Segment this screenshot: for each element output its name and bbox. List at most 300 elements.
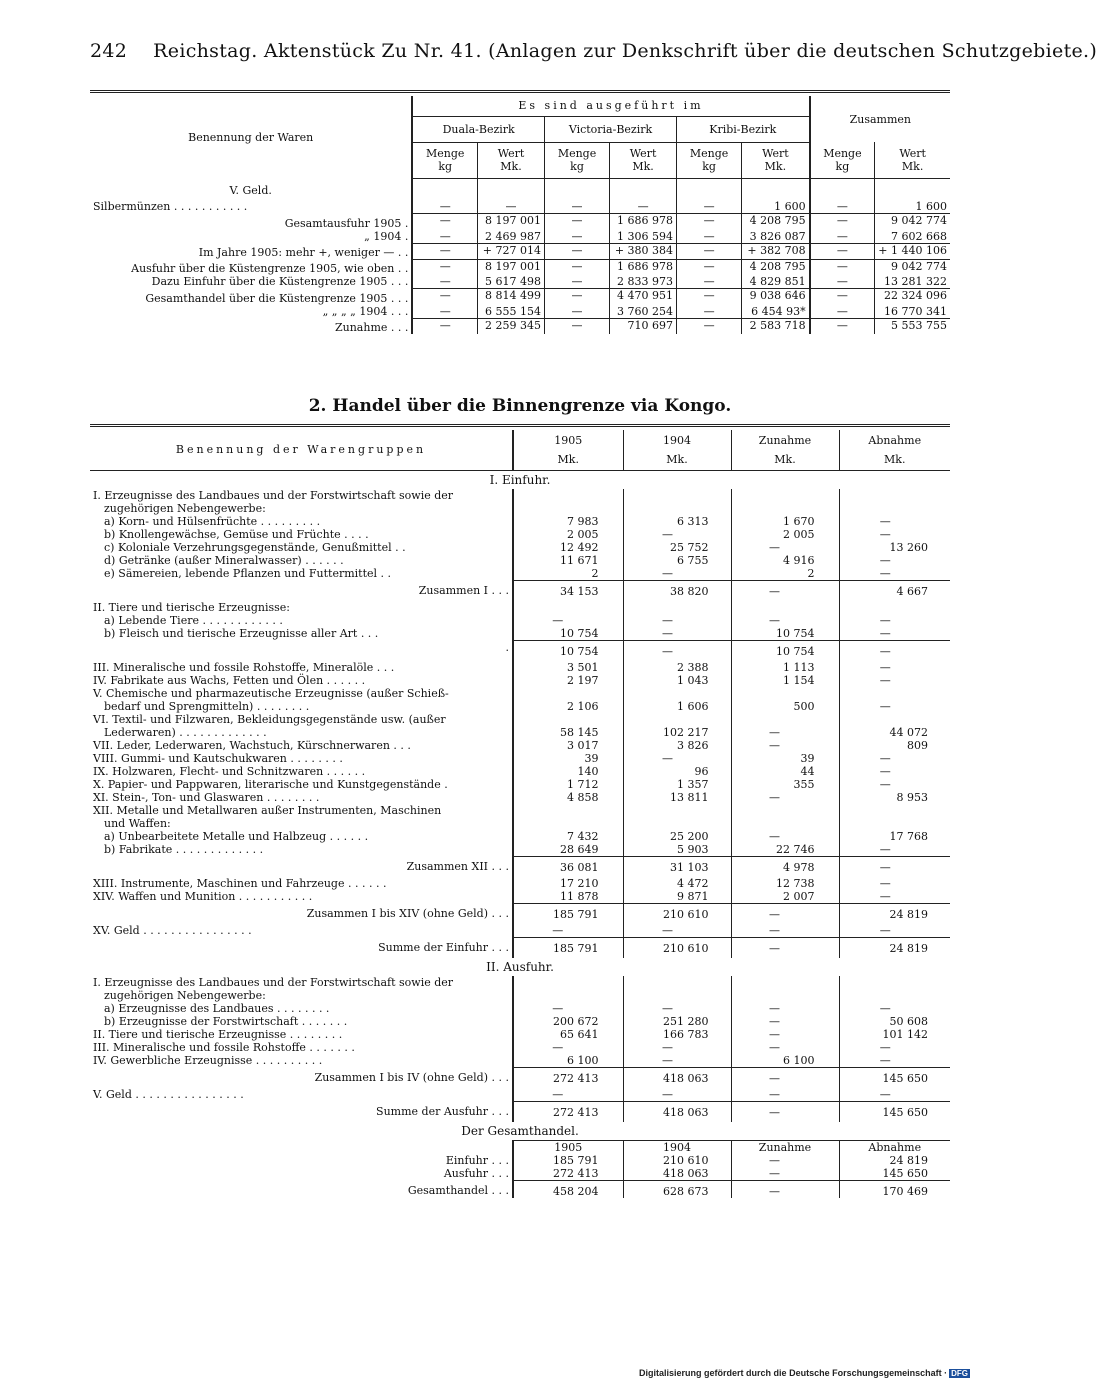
page-header <box>90 40 1097 62</box>
table-cell: — <box>839 515 950 528</box>
section-2-title: 2. Handel über die Binnengrenze via Kongo. <box>308 396 732 416</box>
table-cell: 272 413 <box>513 1067 623 1088</box>
table-cell: 2 <box>731 567 839 581</box>
table-cell: 9 038 646 <box>742 289 810 305</box>
table-cell: 2 197 <box>513 674 623 687</box>
wert-label: Wert <box>629 147 657 160</box>
table-cell <box>513 817 623 830</box>
table-row <box>90 739 950 752</box>
table-cell: 2 106 <box>513 700 623 713</box>
table-row <box>90 817 950 830</box>
table-cell: 185 791 <box>513 1154 623 1167</box>
menge-unit: kg <box>835 159 850 173</box>
table-cell: — <box>544 289 609 305</box>
section-heading: V. Geld. <box>229 184 272 197</box>
table-cell: 1 686 978 <box>610 259 677 275</box>
col-header-1905: 1905 <box>513 430 623 450</box>
unit-label: Mk. <box>513 450 623 470</box>
table-row <box>90 515 950 528</box>
col-header-wert <box>610 142 677 178</box>
row-label: I. Erzeugnisse des Landbaues und der Forstwirtschaft sowie der <box>93 488 454 502</box>
table-row <box>90 1088 950 1102</box>
footer-text: Digitalisierung gefördert durch die Deutsche Forschungsgemeinschaft <box>639 1368 942 1378</box>
table-row <box>90 752 950 765</box>
table-cell: 1 600 <box>742 200 810 214</box>
table-cell: — <box>731 791 839 804</box>
table-cell <box>731 989 839 1002</box>
table-cell: 39 <box>513 752 623 765</box>
table-cell: 7 432 <box>513 830 623 843</box>
table-cell: 17 210 <box>513 877 623 890</box>
row-label: b) Fabrikate . . . . . . . . . . . . . <box>104 842 264 856</box>
table-cell: 145 650 <box>839 1167 950 1181</box>
table-cell: — <box>839 1054 950 1068</box>
table-cell: — <box>810 214 875 230</box>
row-label: I. Erzeugnisse des Landbaues und der Forstwirtschaft sowie der <box>93 975 454 989</box>
menge-label: Menge <box>823 146 862 160</box>
table-cell: 38 820 <box>623 580 731 601</box>
empty-cell <box>742 178 810 200</box>
table-cell: — <box>544 243 609 259</box>
table-row <box>90 778 950 791</box>
table-cell: — <box>677 289 742 305</box>
row-label: II. Tiere und tierische Erzeugnisse . . . . . . . . <box>93 1027 343 1041</box>
table-cell: — <box>731 541 839 554</box>
row-label: Im Jahre 1905: mehr +, weniger — . . <box>198 246 409 259</box>
empty-cell <box>810 178 875 200</box>
row-label: Einfuhr . . . <box>445 1153 509 1167</box>
table-cell: 39 <box>731 752 839 765</box>
table-cell: 2 833 973 <box>610 275 677 289</box>
col-header-waren: Benennung der Waren <box>188 130 314 144</box>
table-cell: — <box>513 924 623 938</box>
table-cell: 1 113 <box>731 661 839 674</box>
table-row <box>90 1167 950 1181</box>
table-cell <box>623 804 731 817</box>
table-row <box>90 614 950 627</box>
table-cell: — <box>839 924 950 938</box>
empty-cell <box>610 178 677 200</box>
table-cell: — <box>412 200 477 214</box>
row-label: Zusammen XII . . . <box>406 860 509 873</box>
subsection-heading: II. Ausfuhr. <box>486 959 554 974</box>
section-2-rule <box>90 424 950 427</box>
row-label: V. Geld . . . . . . . . . . . . . . . . <box>93 1087 244 1101</box>
table-cell: 50 608 <box>839 1015 950 1028</box>
table-cell: 4 470 951 <box>610 289 677 305</box>
table-cell: — <box>839 627 950 641</box>
table-cell <box>513 687 623 700</box>
row-label: Dazu Einfuhr über die Küstengrenze 1905 . . . <box>151 275 409 288</box>
table-cell: 8 953 <box>839 791 950 804</box>
row-label: VI. Textil- und Filzwaren, Bekleidungsgegenstände usw. (außer <box>93 712 446 726</box>
table-cell: — <box>412 230 477 244</box>
table-cell: 6 100 <box>513 1054 623 1068</box>
table-cell <box>513 989 623 1002</box>
table-row <box>90 903 950 924</box>
kongo-trade-table <box>90 430 950 1198</box>
table-cell: — <box>839 554 950 567</box>
row-label: VII. Leder, Lederwaren, Wachstuch, Kürschnerwaren . . . <box>93 738 411 752</box>
table-cell: 65 641 <box>513 1028 623 1041</box>
table-cell: — <box>731 614 839 627</box>
table-cell: 4 667 <box>839 580 950 601</box>
row-label: a) Korn- und Hülsenfrüchte . . . . . . . . . <box>104 514 321 528</box>
col-header-wert <box>875 142 950 178</box>
table-cell <box>839 601 950 614</box>
table-cell: — <box>731 830 839 843</box>
row-label: X. Papier- und Pappwaren, literarische und Kunstgegenstände . <box>93 777 448 791</box>
table-cell: 3 826 087 <box>742 230 810 244</box>
table-cell: — <box>839 877 950 890</box>
unit-label: Mk. <box>623 450 731 470</box>
table-cell: 6 313 <box>623 515 731 528</box>
table-cell: — <box>544 214 609 230</box>
col-header-wert <box>742 142 810 178</box>
table-cell <box>731 502 839 515</box>
table-row <box>90 1067 950 1088</box>
table-cell: 4 858 <box>513 791 623 804</box>
table-cell: 418 063 <box>623 1067 731 1088</box>
table-cell <box>731 601 839 614</box>
table-cell: — <box>839 640 950 661</box>
table-cell: 628 673 <box>623 1180 731 1198</box>
table-cell <box>513 804 623 817</box>
table-cell <box>513 713 623 726</box>
col-header-menge <box>544 142 609 178</box>
table-row <box>90 700 950 713</box>
table-cell: — <box>731 1041 839 1054</box>
table-cell: 458 204 <box>513 1180 623 1198</box>
empty-cell <box>90 1140 513 1154</box>
table-cell: 12 738 <box>731 877 839 890</box>
row-label: zugehörigen Nebengewerbe: <box>104 501 266 515</box>
table-row <box>90 877 950 890</box>
table-cell: 13 260 <box>839 541 950 554</box>
table-row <box>90 1041 950 1054</box>
table-cell: — <box>544 259 609 275</box>
table-cell: 5 617 498 <box>478 275 545 289</box>
col-header-menge <box>412 142 477 178</box>
table-cell: 2 388 <box>623 661 731 674</box>
table-cell <box>839 502 950 515</box>
table-cell: 1 712 <box>513 778 623 791</box>
row-label: Zusammen I . . . <box>418 584 509 597</box>
row-label: Gesamthandel . . . <box>407 1184 509 1197</box>
table-cell: — <box>623 1054 731 1068</box>
table-cell: 210 610 <box>623 937 731 958</box>
row-label: Zusammen I bis XIV (ohne Geld) . . . <box>306 907 509 920</box>
row-label: Gesamthandel über die Küstengrenze 1905 . . . <box>145 291 409 305</box>
table-cell: 2 583 718 <box>742 318 810 334</box>
table-cell: — <box>623 1088 731 1102</box>
row-label: e) Sämereien, lebende Pflanzen und Futtermittel . . <box>104 566 392 580</box>
table-cell: 6 555 154 <box>478 305 545 319</box>
table-cell: — <box>412 214 477 230</box>
table-row <box>90 214 950 230</box>
row-label: Ausfuhr über die Küstengrenze 1905, wie oben . . <box>131 262 409 275</box>
table-row <box>90 1028 950 1041</box>
table-cell: — <box>731 1067 839 1088</box>
subsection-heading: I. Einfuhr. <box>489 472 551 487</box>
unit-label: Mk. <box>839 450 950 470</box>
table-cell: — <box>731 1002 839 1015</box>
row-label: III. Mineralische und fossile Rohstoffe . . . . . . . <box>93 1040 355 1054</box>
row-label: b) Erzeugnisse der Forstwirtschaft . . . . . . . <box>104 1014 348 1028</box>
table-row <box>90 1002 950 1015</box>
table-cell <box>839 713 950 726</box>
row-label: Summe der Ausfuhr . . . <box>376 1105 509 1118</box>
table-cell: 185 791 <box>513 903 623 924</box>
table-cell: 1 154 <box>731 674 839 687</box>
row-label: XV. Geld . . . . . . . . . . . . . . . . <box>93 923 252 937</box>
table-cell: 24 819 <box>839 937 950 958</box>
table-row <box>90 765 950 778</box>
wert-unit: Mk. <box>901 159 924 173</box>
table-row <box>90 580 950 601</box>
table-row <box>90 989 950 1002</box>
table-cell: 10 754 <box>513 640 623 661</box>
row-label: IV. Gewerbliche Erzeugnisse . . . . . . . . . . <box>93 1053 323 1067</box>
table-cell: 22 746 <box>731 843 839 857</box>
table-cell: 5 903 <box>623 843 731 857</box>
table-cell: — <box>677 259 742 275</box>
table-cell: 10 754 <box>513 627 623 641</box>
table-row <box>90 275 950 289</box>
table-row <box>90 318 950 334</box>
table-cell: — <box>513 1002 623 1015</box>
empty-cell <box>544 178 609 200</box>
table-cell: 166 783 <box>623 1028 731 1041</box>
menge-unit: kg <box>438 160 453 173</box>
table-cell: 185 791 <box>513 937 623 958</box>
table-row <box>90 640 950 661</box>
table-cell: 3 017 <box>513 739 623 752</box>
table-cell: — <box>513 1088 623 1102</box>
col-header-menge <box>677 142 742 178</box>
wert-unit: Mk. <box>764 160 787 173</box>
table-cell <box>839 817 950 830</box>
table-cell: 3 760 254 <box>610 305 677 319</box>
table-cell: 25 200 <box>623 830 731 843</box>
table-row <box>90 674 950 687</box>
table-cell <box>839 976 950 989</box>
table-cell: 145 650 <box>839 1101 950 1122</box>
table-cell: — <box>839 890 950 904</box>
table-cell: 8 814 499 <box>478 289 545 305</box>
table-cell: 4 472 <box>623 877 731 890</box>
ausfuhr-heading-row <box>90 958 950 976</box>
table-cell <box>623 817 731 830</box>
empty-cell <box>875 178 950 200</box>
table-cell: 3 501 <box>513 661 623 674</box>
table-row <box>90 890 950 904</box>
row-label: XIII. Instrumente, Maschinen und Fahrzeuge . . . . . . <box>93 876 387 890</box>
page-title: Reichstag. Aktenstück Zu Nr. 41. (Anlagen zur Denkschrift über die deutschen Schutzgebiete.) <box>153 40 1097 62</box>
table-cell: — <box>623 1041 731 1054</box>
table-cell: — <box>839 1002 950 1015</box>
table-cell: — <box>412 259 477 275</box>
table-cell: — <box>731 726 839 739</box>
table-cell: — <box>839 752 950 765</box>
table-row <box>90 661 950 674</box>
table-cell: 28 649 <box>513 843 623 857</box>
group-header: Es sind ausgeführt im <box>412 96 809 116</box>
wert-unit: Mk. <box>500 160 522 173</box>
table-cell: 44 072 <box>839 726 950 739</box>
col-header-warengruppen: Benennung der Warengruppen <box>90 430 513 470</box>
table-cell: 4 208 795 <box>742 259 810 275</box>
table-row <box>90 1154 950 1167</box>
table-cell: — <box>677 230 742 244</box>
table-cell: — <box>731 1015 839 1028</box>
table-cell: 418 063 <box>623 1101 731 1122</box>
table-cell: — <box>839 778 950 791</box>
row-label: Silbermünzen . . . . . . . . . . . <box>93 200 248 213</box>
row-label: a) Unbearbeitete Metalle und Halbzeug . . . . . . <box>104 829 369 843</box>
table-cell <box>731 713 839 726</box>
table-row <box>90 924 950 938</box>
row-label: a) Erzeugnisse des Landbaues . . . . . . . . <box>104 1001 330 1015</box>
table-cell: 8 197 001 <box>478 259 545 275</box>
einfuhr-heading-row <box>90 470 950 489</box>
row-label: Gesamtausfuhr 1905 . <box>284 216 409 230</box>
table-cell: — <box>412 275 477 289</box>
table-row <box>90 791 950 804</box>
wert-label: Wert <box>762 147 789 160</box>
table-cell: — <box>810 318 875 334</box>
table-cell: — <box>544 318 609 334</box>
table-cell: 2 005 <box>513 528 623 541</box>
table-cell: 9 042 774 <box>875 259 950 275</box>
col-header-kribi: Kribi-Bezirk <box>677 116 810 142</box>
table-row <box>90 1054 950 1068</box>
table-cell: — <box>731 739 839 752</box>
table-row <box>90 305 950 319</box>
table-cell: — <box>623 528 731 541</box>
table-cell: — <box>544 230 609 244</box>
table-cell: 4 978 <box>731 856 839 877</box>
table-cell: — <box>623 640 731 661</box>
table-cell: 8 197 001 <box>478 214 545 230</box>
table-cell: 11 878 <box>513 890 623 904</box>
table-cell: — <box>839 765 950 778</box>
table-cell: 1 686 978 <box>610 214 677 230</box>
col-header-zusammen: Zusammen <box>810 96 950 142</box>
table-cell: 13 811 <box>623 791 731 804</box>
table-cell <box>513 502 623 515</box>
table-cell: — <box>839 1088 950 1102</box>
table-cell: 140 <box>513 765 623 778</box>
row-label: IX. Holzwaren, Flecht- und Schnitzwaren . . . . . . <box>93 764 366 778</box>
table-cell: 34 153 <box>513 580 623 601</box>
row-label: Summe der Einfuhr . . . <box>378 941 509 954</box>
table-row <box>90 937 950 958</box>
gesamthandel-col-header: 1905 <box>513 1140 623 1154</box>
table-cell: — <box>623 1002 731 1015</box>
table-cell: — <box>610 200 677 214</box>
table-cell: 9 042 774 <box>875 214 950 230</box>
row-label: · <box>505 644 509 657</box>
table-cell: 24 819 <box>839 1154 950 1167</box>
table-cell: — <box>731 1028 839 1041</box>
table-cell: — <box>731 1167 839 1181</box>
table-cell: — <box>839 1041 950 1054</box>
table-cell <box>623 502 731 515</box>
table-cell: — <box>810 200 875 214</box>
menge-label: Menge <box>425 147 465 160</box>
table-cell: — <box>731 1088 839 1102</box>
table-cell: 272 413 <box>513 1167 623 1181</box>
table-row <box>90 627 950 641</box>
table-cell: — <box>623 924 731 938</box>
col-header-zunahme: Zunahme <box>731 430 839 450</box>
table-cell: 7 983 <box>513 515 623 528</box>
table-cell: 500 <box>731 700 839 713</box>
table-row <box>90 830 950 843</box>
row-label: „ „ „ „ 1904 . . . <box>322 304 409 318</box>
table-cell: 25 752 <box>623 541 731 554</box>
row-label: a) Lebende Tiere . . . . . . . . . . . . <box>104 613 283 627</box>
row-label: und Waffen: <box>104 816 171 830</box>
table-cell <box>623 601 731 614</box>
row-label: IV. Fabrikate aus Wachs, Fetten und Ölen . . . . . . <box>93 673 366 687</box>
table-cell: — <box>839 856 950 877</box>
table-cell: 710 697 <box>610 318 677 334</box>
table-cell: — <box>839 661 950 674</box>
row-label: Ausfuhr . . . <box>443 1166 509 1180</box>
table-row <box>90 502 950 515</box>
col-header-duala: Duala-Bezirk <box>412 116 544 142</box>
table-cell: — <box>839 567 950 581</box>
table-row <box>90 554 950 567</box>
table-cell: 1 600 <box>875 200 950 214</box>
table-cell: + 1 440 106 <box>875 243 950 259</box>
table-cell: — <box>839 674 950 687</box>
table-row <box>90 567 950 581</box>
row-label: XI. Stein-, Ton- und Glaswaren . . . . . . . . <box>93 790 320 804</box>
table-row <box>90 259 950 275</box>
row-label: III. Mineralische und fossile Rohstoffe, Mineralöle . . . <box>93 660 395 674</box>
table-cell: — <box>731 937 839 958</box>
row-label: Zunahme . . . <box>334 321 409 334</box>
table-cell: 1 043 <box>623 674 731 687</box>
row-label: b) Fleisch und tierische Erzeugnisse aller Art . . . <box>104 626 379 640</box>
table-row <box>90 200 950 214</box>
table-cell: — <box>810 275 875 289</box>
table-cell: — <box>839 843 950 857</box>
col-header-1904: 1904 <box>623 430 731 450</box>
table-cell: 2 259 345 <box>478 318 545 334</box>
table-cell: 16 770 341 <box>875 305 950 319</box>
table-cell: 6 100 <box>731 1054 839 1068</box>
row-label: b) Knollengewächse, Gemüse und Früchte . . . . <box>104 527 369 541</box>
table-cell: — <box>731 580 839 601</box>
table-cell: — <box>623 627 731 641</box>
table-cell: — <box>412 305 477 319</box>
table-row <box>90 726 950 739</box>
table-cell: 2 005 <box>731 528 839 541</box>
table-cell: 96 <box>623 765 731 778</box>
table-cell: — <box>623 752 731 765</box>
menge-unit: kg <box>702 160 716 173</box>
table-row <box>90 289 950 305</box>
table-cell <box>513 976 623 989</box>
table-cell: 58 145 <box>513 726 623 739</box>
table-cell: 355 <box>731 778 839 791</box>
table-cell: 1 670 <box>731 515 839 528</box>
table-cell: 210 610 <box>623 1154 731 1167</box>
